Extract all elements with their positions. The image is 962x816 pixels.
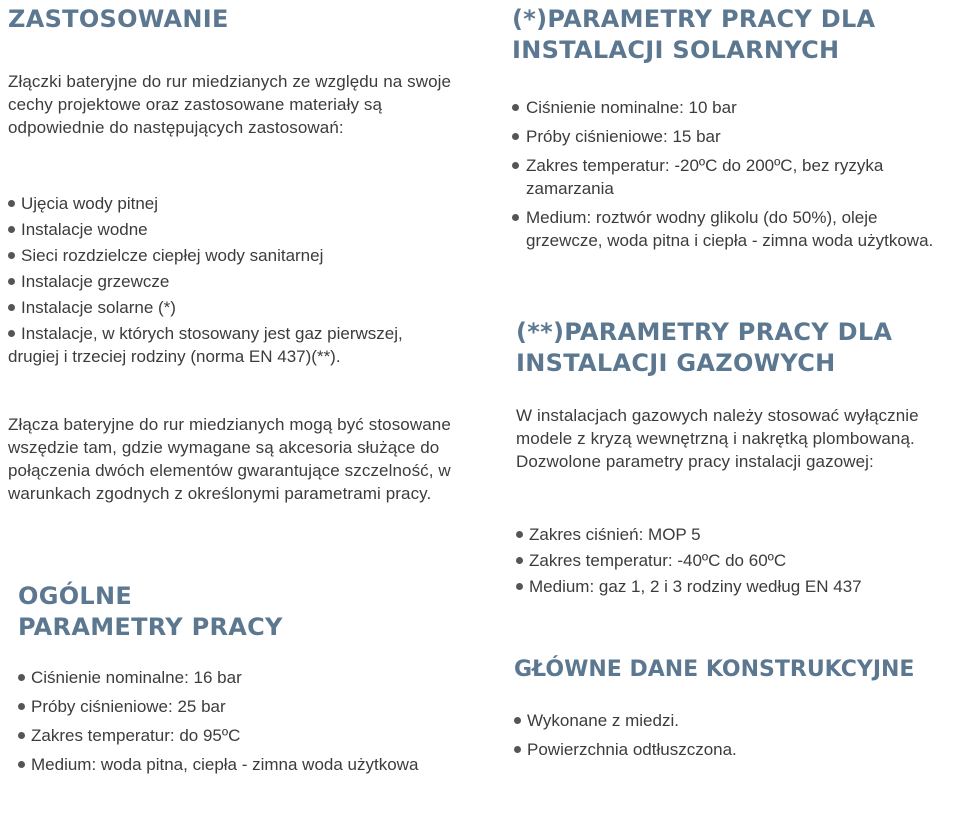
list-item-text: Ciśnienie nominalne: 16 bar — [31, 668, 242, 687]
list-item — [516, 523, 956, 546]
list-item — [8, 270, 470, 293]
list-item-text: Zakres temperatur: -20ºC do 200ºC, bez ryzyka zamarzania — [526, 156, 884, 198]
bullet-icon — [8, 226, 15, 233]
bullet-icon — [18, 703, 25, 710]
bullet-icon — [8, 200, 15, 207]
list-item-text: Instalacje, w których stosowany jest gaz pierwszej, drugiej i trzeciej rodziny (norma EN 437)(**). — [8, 324, 403, 366]
list-item — [8, 192, 470, 215]
zastosowanie-intro: Złączki bateryjne do rur miedzianych ze względu na swoje cechy projektowe oraz zastosowane materiały są odpowiednie do następujących zastosowań: — [8, 72, 452, 137]
solar-heading: (*)PARAMETRY PRACY DLA INSTALACJI SOLARNYCH — [512, 5, 876, 64]
list-item — [8, 244, 470, 267]
zastosowanie-heading: ZASTOSOWANIE — [8, 5, 229, 33]
konstrukcja-list — [514, 709, 954, 761]
bullet-icon — [516, 531, 523, 538]
list-item — [18, 753, 438, 776]
list-item-text: Zakres ciśnień: MOP 5 — [529, 525, 701, 544]
list-item — [18, 695, 438, 718]
ogolne-list — [18, 666, 438, 776]
list-item-text: Ujęcia wody pitnej — [21, 194, 159, 213]
list-item-text: Medium: woda pitna, ciepła - zimna woda użytkowa — [31, 755, 419, 774]
bullet-icon — [516, 557, 523, 564]
list-item-text: Sieci rozdzielcze ciepłej wody sanitarnej — [21, 246, 324, 265]
bullet-icon — [18, 732, 25, 739]
bullet-icon — [8, 330, 15, 337]
list-item-text: Instalacje solarne (*) — [21, 298, 176, 317]
list-item — [18, 724, 438, 747]
list-item-text: Powierzchnia odtłuszczona. — [527, 740, 737, 759]
bullet-icon — [18, 761, 25, 768]
bullet-icon — [8, 252, 15, 259]
bullet-icon — [512, 162, 519, 169]
bullet-icon — [8, 278, 15, 285]
list-item — [514, 738, 954, 761]
list-item-text: Wykonane z miedzi. — [527, 711, 679, 730]
list-item-text: Próby ciśnieniowe: 25 bar — [31, 697, 226, 716]
list-item — [8, 296, 470, 319]
bullet-icon — [512, 214, 519, 221]
solar-list — [512, 96, 942, 252]
zastosowanie-closing: Złącza bateryjne do rur miedzianych mogą być stosowane wszędzie tam, gdzie wymagane są akcesoria służące do połączenia dwóch elementów gwarantujące szczelność, w warunkach zgodnych z określonymi parametrami pracy. — [8, 415, 451, 503]
bullet-icon — [18, 674, 25, 681]
list-item-text: Medium: roztwór wodny glikolu (do 50%), oleje grzewcze, woda pitna i ciepła - zimna woda użytkowa. — [526, 208, 934, 250]
gaz-heading: (**)PARAMETRY PRACY DLA INSTALACJI GAZOWYCH — [516, 318, 893, 377]
gaz-intro: W instalacjach gazowych należy stosować wyłącznie modele z kryzą wewnętrzną i nakrętką plombowaną. Dozwolone parametry pracy instalacji gazowej: — [516, 406, 919, 471]
list-item-text: Medium: gaz 1, 2 i 3 rodziny według EN 437 — [529, 577, 862, 596]
list-item-text: Instalacje wodne — [21, 220, 148, 239]
list-item-text: Instalacje grzewcze — [21, 272, 170, 291]
list-item — [8, 218, 470, 241]
list-item — [512, 154, 942, 200]
konstrukcja-heading: GŁÓWNE DANE KONSTRUKCYJNE — [514, 657, 915, 682]
list-item-text: Zakres temperatur: -40ºC do 60ºC — [529, 551, 787, 570]
list-item — [512, 206, 942, 252]
list-item — [18, 666, 438, 689]
bullet-icon — [516, 583, 523, 590]
bullet-icon — [512, 104, 519, 111]
bullet-icon — [512, 133, 519, 140]
bullet-icon — [8, 304, 15, 311]
list-item — [516, 575, 956, 598]
ogolne-heading: OGÓLNE PARAMETRY PRACY — [18, 582, 283, 641]
list-item — [514, 709, 954, 732]
gaz-list — [516, 523, 956, 598]
zastosowanie-list — [8, 192, 470, 368]
list-item-text: Ciśnienie nominalne: 10 bar — [526, 98, 737, 117]
list-item — [512, 96, 942, 119]
list-item — [512, 125, 942, 148]
list-item-text: Zakres temperatur: do 95ºC — [31, 726, 241, 745]
bullet-icon — [514, 746, 521, 753]
list-item-text: Próby ciśnieniowe: 15 bar — [526, 127, 721, 146]
list-item — [516, 549, 956, 572]
bullet-icon — [514, 717, 521, 724]
list-item — [8, 322, 438, 368]
